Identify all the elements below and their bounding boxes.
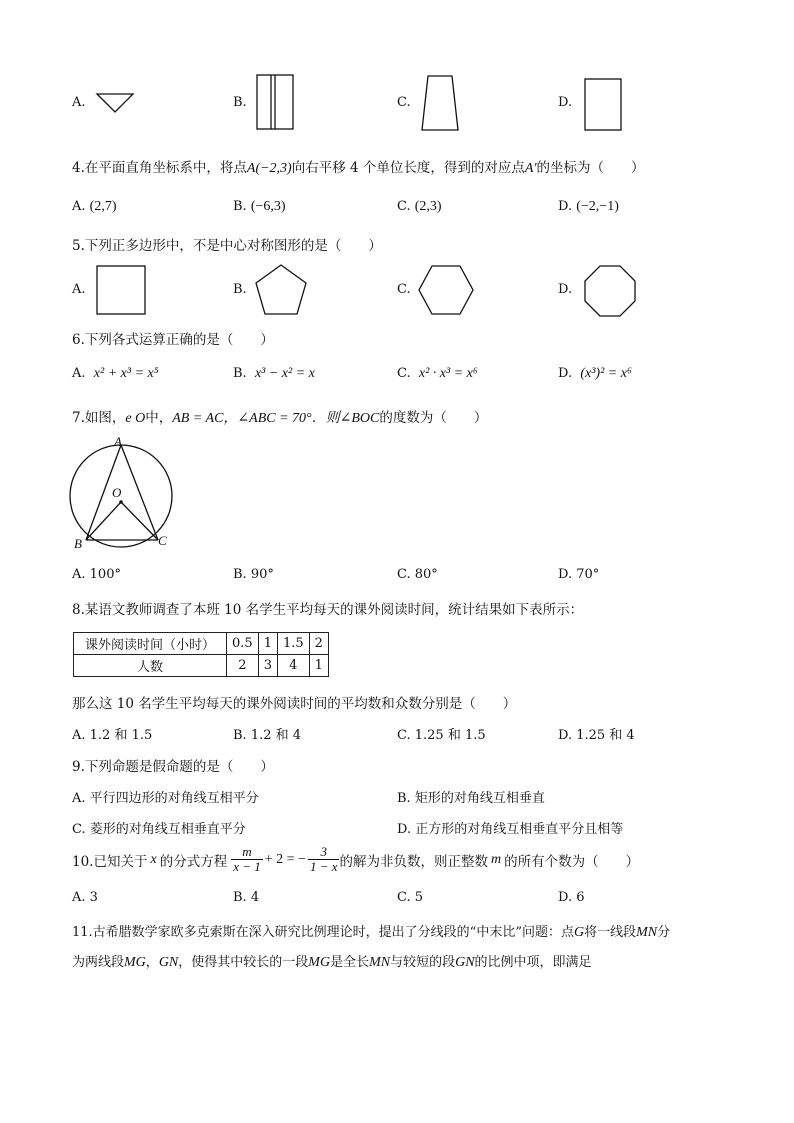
q4-option-b	[233, 199, 286, 215]
q4-option-a-value: (2,7)	[89, 199, 117, 214]
rectangle-split-figure	[256, 74, 296, 132]
q9-option-d: D. 正方形的对角线互相垂直平分且相等	[397, 822, 624, 837]
q11-line-1	[72, 921, 670, 941]
q7-option-b: B. 90°	[233, 567, 274, 582]
q9-option-a: A. 平行四边形的对角线互相平分	[72, 791, 259, 806]
q4-option-d	[558, 199, 619, 215]
q7-arc-equality: AB = AC	[172, 411, 224, 426]
q4-stem-text-b: 向右平移 4 个单位长度，得到的对应点	[291, 160, 525, 176]
pentagon-figure	[254, 264, 310, 318]
q10-option-c: C. 5	[397, 890, 424, 905]
q8-option-c: C. 1.25 和 1.5	[397, 728, 486, 743]
table-header-cell: 课外阅读时间（小时）	[74, 633, 227, 655]
table-header-cell: 人数	[74, 655, 227, 677]
q6-option-b-value: x³ − x² = x	[254, 366, 315, 381]
octagon-figure	[584, 265, 638, 319]
point-a-label: A	[114, 434, 122, 449]
q9-stem: 9.下列命题是假命题的是（ ）	[72, 759, 274, 775]
q6-option-c	[397, 366, 478, 382]
q11-text-1b: 将一线段	[584, 925, 637, 940]
q3-option-d-label: D.	[558, 95, 573, 110]
point-b-label: B	[74, 536, 82, 551]
q4-option-a-label: A.	[72, 199, 86, 214]
table-cell: 2	[309, 633, 328, 655]
q8-stem: 8.某语文教师调查了本班 10 名学生平均每天的课外阅读时间，统计结果如下表所示：	[72, 602, 584, 618]
q6-option-a-label: A.	[72, 366, 86, 381]
table-cell: 2	[227, 655, 259, 677]
q10-fraction-1-numerator: m	[231, 845, 263, 860]
q4-point: A(−2,3)	[246, 161, 292, 176]
q7-stem	[72, 406, 487, 427]
q3-option-b-label: B.	[233, 95, 247, 110]
q7-option-d: D. 70°	[558, 567, 600, 582]
q6-option-a-value: x² + x³ = x⁵	[93, 366, 159, 381]
q6-option-d-value: (x³)² = x⁶	[580, 366, 632, 381]
q3-option-a-label: A.	[72, 95, 86, 110]
table-row	[74, 655, 329, 677]
q3-option-c-label: C.	[397, 95, 411, 110]
circle-geometry-figure	[66, 436, 186, 556]
q10-stem-text-c: 的解为非负数，则正整数	[339, 853, 488, 870]
q6-option-a	[72, 366, 159, 382]
q6-option-d-label: D.	[558, 366, 573, 381]
q4-option-b-value: (−6,3)	[250, 199, 286, 214]
q4-stem	[72, 156, 645, 177]
q11-var-gn-2: GN	[455, 955, 475, 970]
q10-stem	[72, 845, 639, 874]
q7-option-c: C. 80°	[397, 567, 438, 582]
q4-stem-text-a: 4.在平面直角坐标系中，将点	[72, 160, 247, 176]
q7-stem-text-b: 中，	[145, 410, 173, 426]
q11-var-g: G	[573, 925, 585, 940]
q11-text-2f: 的比例中项，即满足	[474, 955, 592, 970]
q10-fraction-1-denominator: x − 1	[233, 859, 261, 874]
q5-option-c-label: C.	[397, 282, 411, 297]
q10-option-d: D. 6	[558, 890, 585, 905]
trapezoid-figure	[420, 75, 462, 133]
triangle-figure	[96, 92, 136, 116]
q8-option-d: D. 1.25 和 4	[558, 728, 635, 743]
q11-text-2a: 为两线段	[72, 955, 125, 970]
q4-stem-text-c: 的坐标为（ ）	[536, 160, 645, 176]
q10-stem-text-b: 的分式方程	[159, 853, 228, 870]
table-cell: 1	[309, 655, 328, 677]
q4-option-d-label: D.	[558, 199, 573, 214]
q10-var-m: m	[490, 851, 502, 867]
q7-stem-text-c: ．则∠BOC	[311, 411, 380, 426]
q4-option-c-value: (2,3)	[414, 199, 442, 214]
table-cell: 1.5	[277, 633, 309, 655]
q6-option-b	[233, 366, 315, 382]
q11-var-mg: MG	[124, 955, 146, 970]
q11-var-mn-2: MN	[369, 955, 391, 970]
q10-equation-middle: + 2 = −	[264, 851, 306, 867]
q4-option-a	[72, 199, 117, 215]
q10-stem-text-d: 的所有个数为（ ）	[504, 853, 640, 870]
q5-option-a-label: A.	[72, 282, 86, 297]
table-cell: 0.5	[227, 633, 259, 655]
q7-circle-symbol: e O	[125, 411, 146, 426]
q11-text-2e: 与较短的段	[390, 955, 456, 970]
q5-option-d-label: D.	[558, 282, 573, 297]
q7-stem-text-a: 7.如图，	[72, 410, 126, 426]
q6-option-c-value: x² · x³ = x⁶	[418, 366, 478, 381]
q5-stem: 5.下列正多边形中，不是中心对称图形的是（ ）	[72, 238, 382, 254]
q11-text-2d: 是全长	[330, 955, 370, 970]
table-cell: 4	[277, 655, 309, 677]
square-figure	[96, 265, 148, 317]
q4-option-c-label: C.	[397, 199, 411, 214]
q6-option-b-label: B.	[233, 366, 247, 381]
q7-option-a: A. 100°	[72, 567, 121, 582]
q10-fraction-2	[308, 845, 340, 874]
q6-option-c-label: C.	[397, 366, 411, 381]
q10-stem-text-a: 10.已知关于	[72, 853, 148, 870]
q4-option-b-label: B.	[233, 199, 247, 214]
q10-option-b: B. 4	[233, 890, 260, 905]
table-cell: 1	[258, 633, 277, 655]
point-c-label: C	[158, 533, 167, 548]
q11-var-gn: GN	[158, 955, 179, 970]
q10-option-a: A. 3	[72, 890, 98, 905]
q6-stem: 6.下列各式运算正确的是（ ）	[72, 332, 274, 348]
q11-var-mg-2: MG	[308, 955, 331, 970]
point-o-label: O	[112, 485, 122, 500]
q11-text-1c: 分	[657, 925, 671, 940]
q4-option-c	[397, 199, 442, 215]
q7-angle-condition: ，∠ABC = 70°	[223, 411, 312, 426]
q4-option-d-value: (−2,−1)	[576, 199, 619, 214]
hexagon-figure	[418, 265, 476, 317]
q10-fraction-2-denominator: 1 − x	[309, 859, 338, 874]
q11-var-mn: MN	[636, 925, 658, 940]
table-row	[74, 633, 329, 655]
q8-option-a: A. 1.2 和 1.5	[72, 728, 153, 743]
q6-option-d	[558, 366, 632, 382]
q9-option-b: B. 矩形的对角线互相垂直	[397, 791, 545, 806]
q10-fraction-2-numerator: 3	[308, 845, 340, 860]
table-cell: 3	[258, 655, 277, 677]
rectangle-figure	[584, 78, 624, 133]
q10-fraction-1	[231, 845, 263, 874]
q4-point-prime: A′	[524, 161, 537, 176]
q11-line-2	[72, 951, 592, 971]
q11-text-2b: ，	[145, 955, 159, 970]
reading-time-table	[73, 632, 329, 677]
q8-question: 那么这 10 名学生平均每天的课外阅读时间的平均数和众数分别是（ ）	[72, 696, 517, 712]
q9-option-c: C. 菱形的对角线互相垂直平分	[72, 822, 246, 837]
q10-var-x: x	[150, 851, 157, 867]
q5-option-b-label: B.	[233, 282, 247, 297]
q11-text-2c: ，使得其中较长的一段	[178, 955, 309, 970]
q8-option-b: B. 1.2 和 4	[233, 728, 302, 743]
q7-stem-text-d: 的度数为（ ）	[379, 410, 488, 426]
q11-text-1a: 11.古希腊数学家欧多克索斯在深入研究比例理论时，提出了分线段的“中末比”问题：点	[72, 925, 574, 940]
